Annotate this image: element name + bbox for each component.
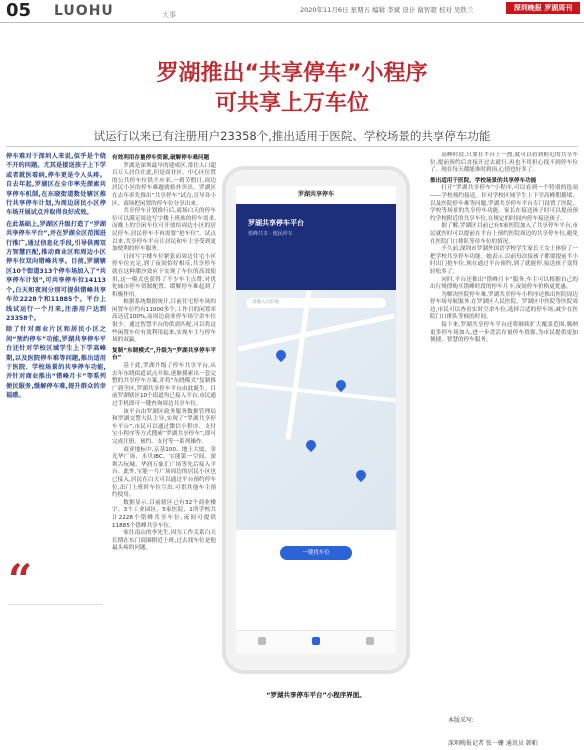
paragraph: 数据显示,目前辖区已有32个商业楼宇、3个工业园区、5家医院、1所学校共计2228个错峰共享车位,夜间可提供11885个错峰共享车位。 (112, 499, 216, 529)
headline-line-2: 可共享上万车位 (214, 91, 369, 116)
body-column-4 (430, 152, 578, 712)
paragraph: 为解决医院停车难,罗湖共享停车小程序还推出医院周边停车场导航服务,在罗湖区人民医院、罗湖区中医院等医院周边,市民可以查看实时空余车位,选择合适的停车场,减少在医院门口排队等候的时间。 (430, 291, 578, 321)
map-view (236, 290, 396, 530)
map-road (236, 382, 396, 403)
tab-profile-icon (366, 637, 374, 645)
paragraph: 接下来,罗湖共享停车平台还将继续扩大覆盖范围,吸纳更多停车场加入,进一步盘活存量停车资源,为市民提供更加便捷、智慧的停车服务。 (430, 322, 578, 344)
parking-pin-icon (354, 468, 368, 482)
search-input: 请输入目的地 (246, 298, 386, 308)
lead-paragraph-3: 除了针对商业片区和居民小区之间“预约停车”功能,罗湖共享停车平台还针对学校区域学生上下学高峰期,以及医院停车难等问题,推出适用于医院、学校场景的共享停车功能,并针对商业推出“错峰月卡”等系列便民服务,缓解停车难,提升群众的幸福感。 (6, 326, 106, 400)
header-divider (0, 22, 584, 23)
paragraph: 不久前,深圳市罗湖外国语学校学生家长王女士体验了一把学校共享停车功能。她表示,以前每次接孩子都要提前半小时出门抢车位,现在通过平台预约,到了就能停,接送孩子变得轻松多了。 (430, 246, 578, 275)
body-column-2 (112, 152, 216, 748)
paragraph: 日间写字楼车位紧张而周边住宅小区停车位充足,到了夜间恰好相反,共享停车就在这种潮汐效应下实现了车位的高效使用,这一模式也获得了不少车主点赞,对优化城市停车资源配置、缓解停车难起到了积极作用。 (112, 253, 216, 298)
paragraph: 高峰时段,只要在平台上一搜,就可以看到附近的共享车位,提前预约后直接开过去就行,再也不用担心找不到停车位了。现在每天都能准时到岗,心情也好多了。 (430, 152, 578, 174)
dateline: 2020年11月6日 星期五 编辑 李斌 设计 谢智超 校对 吴铁兰 (300, 6, 474, 14)
parking-pin-icon (274, 348, 288, 362)
section-subname: 大事 (162, 11, 176, 19)
tab-home-icon (258, 637, 266, 645)
paragraph: 家住南山的李先生,因为工作关系白天长期在东门商圈附近上班,过去找车位是他最头疼的问题。 (112, 530, 216, 552)
newspaper-logo: 深圳晚报 罗湖周刊 (506, 2, 580, 14)
subheadline: 试运行以来已有注册用户23358个,推出适用于医院、学校场景的共享停车功能 (93, 129, 491, 143)
title-divider (6, 146, 578, 147)
credit-label: 本版采写: (448, 717, 475, 724)
lead-divider (8, 604, 103, 605)
app-title: 罗湖共享停车 (236, 186, 396, 204)
quote-mark-icon: “ (8, 555, 33, 604)
paragraph: 该平台由罗湖区政务服务数据管理局和罗湖交警大队主导,实现了“罗湖共享停车平台”,市民可以通过微信小程序、支付宝小程序等方式搜索“罗湖共享停车”,即可完成注册、预约、支付等一系列操作。 (112, 408, 216, 445)
banner-title: 罗湖共享停车平台 (248, 219, 304, 227)
headline-line-1: 罗湖推出“共享停车”小程序 (156, 61, 428, 86)
map-road (237, 313, 395, 351)
paragraph: 据了解,罗湖区目前已有5家医院加入了共享停车平台,市民就医时可以提前在平台上预约医院周边的共享停车位,避免在医院门口排队等待车位的情况。 (430, 223, 578, 245)
parking-pin-icon (334, 378, 348, 392)
app-screenshot-phone (226, 170, 406, 670)
image-caption: “罗湖共享停车平台”小程序界面。 (266, 691, 366, 699)
issue-number: 05 (6, 0, 32, 21)
lead-paragraph: 停车难对于深圳人来说,似乎是个绕不开的问题。尤其是接送孩子上下学或者就医看病,停车更是令人头疼。自去年起,罗湖区在全市率先探索共享停车机制,在东晓街道数处辖区推行共享停车计划,为周边居民小区停车场开展试点并取得良好成效。 (6, 153, 106, 217)
lead-column (6, 152, 106, 532)
section-heading: 有效利用存量停车资源,破解停车难问题 (112, 155, 210, 161)
banner-subtitle: 错峰共享 · 便民停车 (248, 231, 293, 237)
map-road (286, 290, 312, 439)
section-heading: 复制“东晓模式”,升级为“罗湖共享停车平台” (112, 347, 216, 362)
author-byline: 深圳晚报记者 张一姗 通讯员 韩帕 (448, 740, 538, 747)
parking-pin-icon (304, 438, 318, 452)
find-parking-button: 一键找车位 (280, 546, 352, 560)
lead-paragraph-2: 在此基础上,罗湖区升级打造了“罗湖共享停车平台”,并在罗湖全区范围进行推广,通过信息化手段,引导供需双方智慧匹配,推动商业区和周边小区停车位双向错峰共享。目前,罗湖辖区10个街道313个停车场加入了“共享停车计划”,可共享停车位14113个,白天和夜间分别可提供错峰共享车位2228个和11885个。平台上线试运行一个月来,注册用户达到23358个。 (6, 220, 106, 322)
section-name: LUOHU (54, 3, 114, 19)
section-heading: 推出适用于医院、学校场景的共享停车功能 (430, 177, 537, 184)
paragraph: 同时,平台还推出“错峰月卡”服务,车主可以根据自己的出行规律购买错峰时段的停车月卡,夜间停车价格更优惠。 (430, 276, 578, 291)
app-tab-bar (236, 630, 396, 654)
paragraph: 根据系统数据统计,目前住宅停车场的闲置车位约有11000多个,工作日的闲置率高达近100%,而周边商业停车场空余车位很少。通过智慧平台的供需匹配,可以将这些闲置车位有效利用起来,实现车主与停车场的双赢。 (112, 299, 216, 344)
paragraph: 基于此,罗湖升级了停车共享平台,从去年东晓街道试点开始,逐渐摸索出一套完整的共享停车方案,并将“东晓模式”复制推广到全区,罗湖共享停车平台由此诞生。目前罗湖辖区10个街道均已接入平台,市民通过手机即可一键查询周边共享车位。 (112, 363, 216, 407)
paragraph: 打开“罗湖共享停车”小程序,可以看到一个特别的选项——学校预约接送。针对学校区域学生上下学高峰期拥堵、以及医院停车难等问题,罗湖共享停车平台专门设置了医院、学校等场景的共享停车功能。家长在接送孩子时可以提前预约学校附近的共享车位,在规定的时间内停车接送孩子。 (430, 185, 578, 222)
phone-screen (236, 186, 396, 654)
tab-parking-icon (312, 637, 320, 645)
paragraph: 罗湖是深圳最早的建成区,常住人口超百万人居住在此,但是商业区、中心区位置的公共停车位供不应求,一到节假日,周边居民小区的停车难题就格外突出。罗湖区在去年率先推出“共享停车”试点,引导各小区、商场把闲置的停车位分享出来。 (112, 162, 216, 207)
app-banner (236, 204, 396, 290)
paragraph: 商业地标中,京基100、地王大厦、金光华广场、水贝IBC、宝能第一空间、深圳古玩城、华润万象汇广场等先后接入平台。此外,宝能一号广场周边的居民小区也已接入,居民在白天可以通过平台预约停车位,出门上班时车位空出,可供其他车主预约使用。 (112, 446, 216, 499)
paragraph: 共享停车计划推行后,商场白天的停车位可以满足周边写字楼上班族的停车需求,而晚上的空闲车位可开放给周边小区的居民停车,居民停车不再需要“抢车位”。试点以来,共享停车平台让居民和车主享受到更加便利的停车服务。 (112, 208, 216, 253)
